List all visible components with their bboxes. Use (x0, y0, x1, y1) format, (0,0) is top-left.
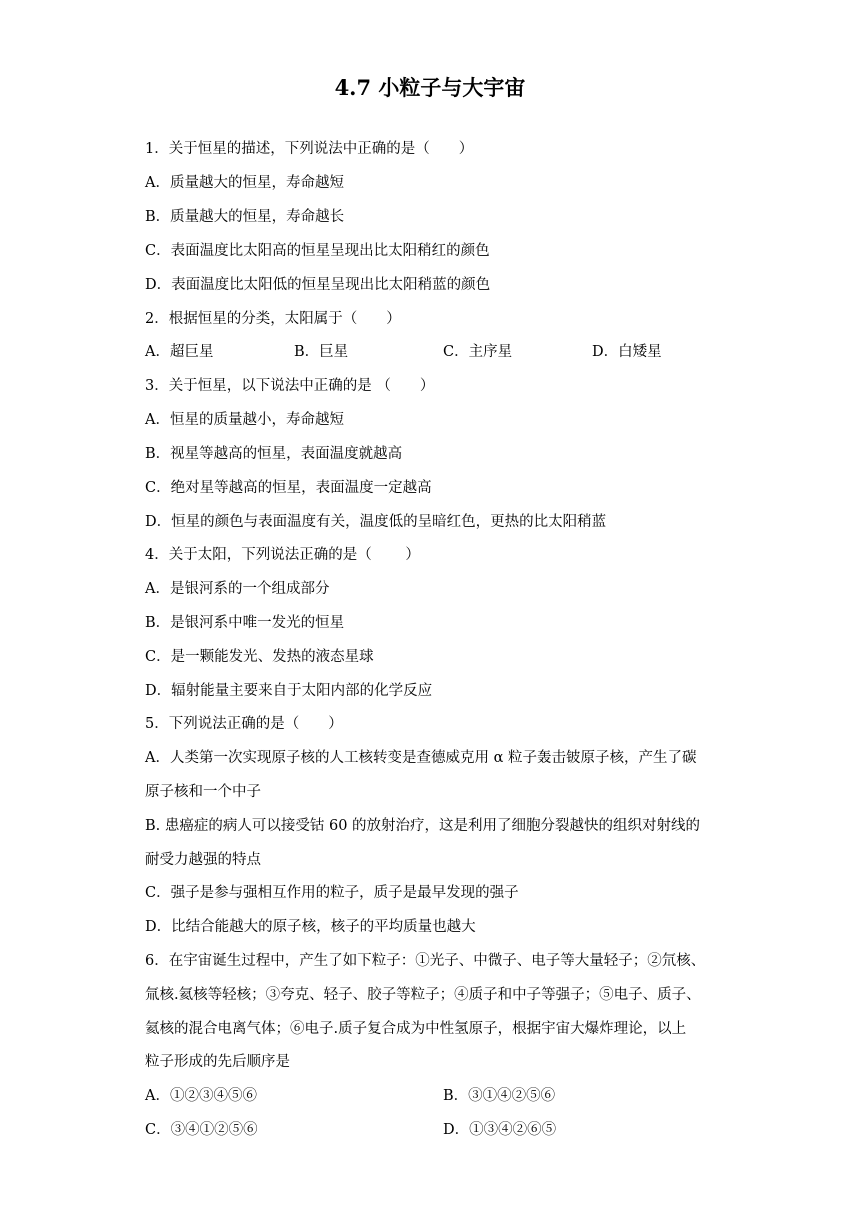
q5-option-b-line2: 耐受力越强的特点 (145, 852, 261, 868)
q1-option-c: C．表面温度比太阳高的恒星呈现出比太阳稍红的颜色 (145, 243, 490, 259)
q5-option-c: C．强子是参与强相互作用的粒子，质子是最早发现的强子 (145, 885, 519, 901)
q2-option-c: C．主序星 (443, 344, 513, 360)
q1-option-a: A．质量越大的恒星，寿命越短 (145, 175, 344, 191)
q6-option-d: D．①③④②⑥⑤ (443, 1122, 557, 1138)
q6-stem-line3: 氦核的混合电离气体；⑥电子.质子复合成为中性氢原子，根据宇宙大爆炸理论，以上 (145, 1021, 687, 1037)
q6-stem-line4: 粒子形成的先后顺序是 (145, 1054, 290, 1070)
q3-option-c: C．绝对星等越高的恒星，表面温度一定越高 (145, 480, 432, 496)
q2-option-d: D．白矮星 (592, 344, 662, 360)
q2-option-a: A．超巨星 (145, 344, 214, 360)
q2-option-b: B．巨星 (294, 344, 349, 360)
q5-option-b-line1: B. 患癌症的病人可以接受钴 60 的放射治疗，这是利用了细胞分裂越快的组织对射线的 (145, 818, 701, 834)
page-title: 4.7 小粒子与大宇宙 (334, 75, 526, 100)
q6-option-a: A．①②③④⑤⑥ (145, 1088, 257, 1104)
q6-option-b: B．③①④②⑤⑥ (443, 1088, 556, 1104)
q5-option-d: D．比结合能越大的原子核，核子的平均质量也越大 (145, 919, 476, 935)
q3-option-d: D．恒星的颜色与表面温度有关，温度低的呈暗红色，更热的比太阳稍蓝 (145, 514, 607, 530)
q1-stem: 1．关于恒星的描述，下列说法中正确的是（ ） (145, 141, 474, 157)
q4-option-c: C．是一颗能发光、发热的液态星球 (145, 649, 374, 665)
q3-stem: 3．关于恒星，以下说法中正确的是 （ ） (145, 378, 435, 394)
q2-options (145, 342, 725, 362)
q4-stem: 4．关于太阳，下列说法正确的是（ ） (145, 547, 420, 563)
q4-option-a: A．是银河系的一个组成部分 (145, 581, 330, 597)
q5-stem: 5．下列说法正确的是（ ） (145, 716, 343, 732)
q4-option-b: B．是银河系中唯一发光的恒星 (145, 615, 345, 631)
q5-option-a-line2: 原子核和一个中子 (145, 784, 261, 800)
q6-stem-line2: 氚核.氦核等轻核；③夸克、轻子、胶子等粒子；④质子和中子等强子；⑤电子、质子、 (145, 987, 701, 1003)
q1-option-d: D．表面温度比太阳低的恒星呈现出比太阳稍蓝的颜色 (145, 277, 491, 293)
q3-option-b: B．视星等越高的恒星，表面温度就越高 (145, 446, 403, 462)
q2-stem: 2．根据恒星的分类，太阳属于（ ） (145, 311, 401, 327)
q3-option-a: A．恒星的质量越小，寿命越短 (145, 412, 344, 428)
q6-stem-line1: 6．在宇宙诞生过程中，产生了如下粒子：①光子、中微子、电子等大量轻子；②氘核、 (145, 953, 706, 969)
q4-option-d: D．辐射能量主要来自于太阳内部的化学反应 (145, 683, 433, 699)
q6-option-c: C．③④①②⑤⑥ (145, 1122, 258, 1138)
q6-options-row1 (145, 1086, 725, 1106)
q1-option-b: B．质量越大的恒星，寿命越长 (145, 209, 345, 225)
q6-options-row2 (145, 1120, 725, 1140)
q5-option-a-line1: A．人类第一次实现原子核的人工核转变是查德威克用 α 粒子轰击铍原子核，产生了碳 (145, 750, 697, 766)
